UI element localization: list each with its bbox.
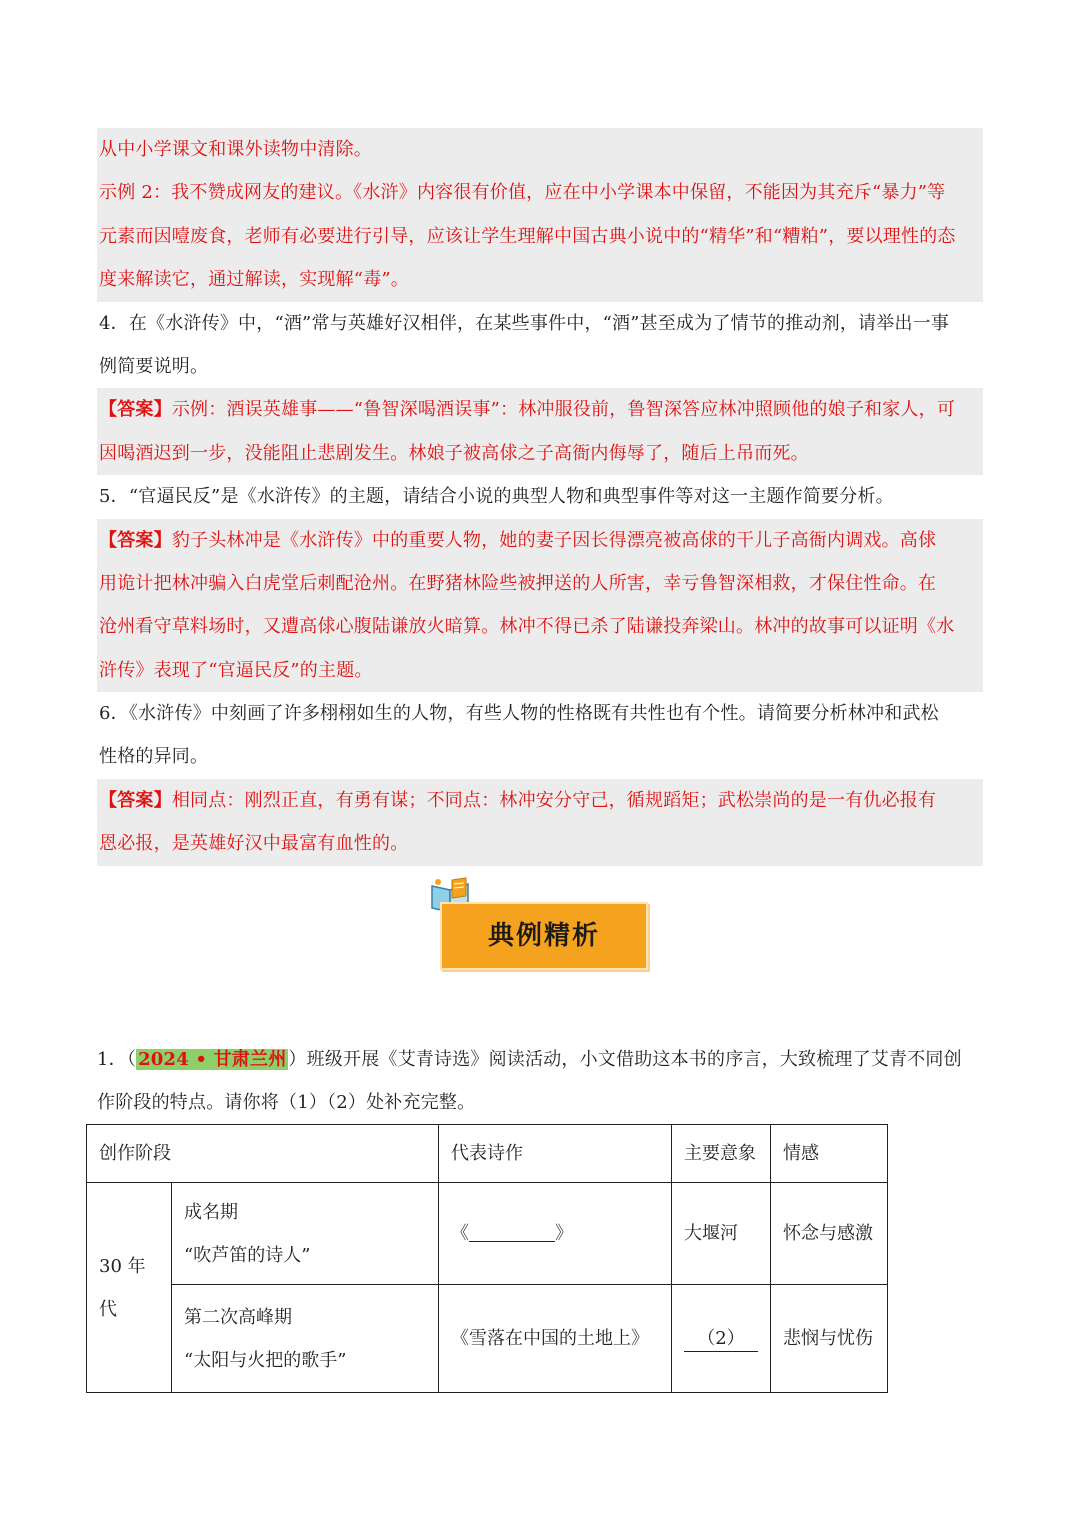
table-row xyxy=(87,1183,888,1285)
source-tag: 2024 • 甘肃兰州 xyxy=(138,1049,287,1070)
question-line: 5．“官逼民反”是《水浒传》的主题，请结合小说的典型人物和典型事件等对这一主题作简要分析。 xyxy=(99,486,894,508)
stage-cell xyxy=(172,1285,439,1393)
header-cell: 创作阶段 xyxy=(87,1125,439,1183)
question-5 xyxy=(97,475,983,518)
answer-line: 沧州看守草料场时，又遭高俅心腹陆谦放火暗算。林冲不得已杀了陆谦投奔梁山。林冲的故事可以证明《水 xyxy=(99,616,955,638)
answer-line xyxy=(97,779,983,822)
document-body xyxy=(97,128,983,866)
image-cell xyxy=(672,1285,771,1393)
answer-line: 恩必报，是英雄好汉中最富有血性的。 xyxy=(99,833,409,855)
question-line: 作阶段的特点。请你将（1）（2）处补充完整。 xyxy=(97,1092,476,1114)
question-line: 性格的异同。 xyxy=(99,746,209,768)
answer-tag: 【答案】 xyxy=(99,529,172,551)
question-line: 4．在《水浒传》中，“酒”常与英雄好汉相伴，在某些事件中，“酒”甚至成为了情节的推动剂，请举出一事 xyxy=(99,312,950,334)
example-question-1 xyxy=(97,1038,983,1125)
answer-5 xyxy=(97,519,983,693)
answer-line: 用诡计把林冲骗入白虎堂后刺配沧州。在野猪林险些被押送的人所害，幸亏鲁智深相救，才保住性命。在 xyxy=(99,572,937,594)
question-6 xyxy=(97,692,983,779)
blank-field-2[interactable]: （2） xyxy=(684,1327,758,1352)
answer-tag: 【答案】 xyxy=(99,789,172,811)
question-line xyxy=(97,1038,983,1081)
poem-bracket-right: 》 xyxy=(555,1223,573,1244)
banner-title: 典例精析 xyxy=(487,921,600,951)
emotion-cell: 怀念与感激 xyxy=(771,1183,888,1285)
answer-text: 相同点：刚烈正直，有勇有谋；不同点：林冲安分守己，循规蹈矩；武松崇尚的是一有仇必报有 xyxy=(171,789,937,811)
question-4 xyxy=(97,302,983,389)
question-line: 6．《水浒传》中刻画了许多栩栩如生的人物，有些人物的性格既有共性也有个性。请简要分析林冲和武松 xyxy=(99,703,939,725)
answer-line: 度来解读它，通过解读，实现解“毒”。 xyxy=(99,269,410,291)
table-header-row xyxy=(87,1125,888,1183)
stage-title: “太阳与火把的歌手” xyxy=(184,1349,347,1371)
section-banner xyxy=(428,876,658,970)
emotion-cell: 悲悯与忧伤 xyxy=(771,1285,888,1393)
poem-cell: 《雪落在中国的土地上》 xyxy=(439,1285,672,1393)
table-row xyxy=(87,1285,888,1393)
answer-line: 因喝酒迟到一步，没能阻止悲剧发生。林娘子被高俅之子高衙内侮辱了，随后上吊而死。 xyxy=(99,442,809,464)
poem-cell xyxy=(439,1183,672,1285)
answer-text: 示例：酒误英雄事——“鲁智深喝酒误事”：林冲服役前，鲁智深答应林冲照顾他的娘子和家人，可 xyxy=(171,399,956,421)
blank-field-1[interactable] xyxy=(469,1221,555,1242)
stage-name: 第二次高峰期 xyxy=(184,1306,292,1328)
question-line: 例简要说明。 xyxy=(99,355,209,377)
image-cell: 大堰河 xyxy=(672,1183,771,1285)
previous-answer-block xyxy=(97,128,983,302)
answer-4 xyxy=(97,388,983,475)
header-cell: 主要意象 xyxy=(672,1125,771,1183)
answer-text: 豹子头林冲是《水浒传》中的重要人物，她的妻子因长得漂亮被高俅的干儿子高衙内调戏。高俅 xyxy=(171,529,937,551)
header-cell: 情感 xyxy=(771,1125,888,1183)
question-text: ）班级开展《艾青诗选》阅读活动，小文借助这本书的序言，大致梳理了艾青不同创 xyxy=(288,1049,962,1070)
poem-bracket-left: 《 xyxy=(451,1223,469,1244)
poetry-stage-table xyxy=(86,1124,888,1393)
era-cell: 30 年代 xyxy=(87,1183,172,1393)
answer-line xyxy=(97,519,983,562)
stage-cell xyxy=(172,1183,439,1285)
stage-name: 成名期 xyxy=(184,1201,238,1223)
answer-line: 示例 2：我不赞成网友的建议。《水浒》内容很有价值，应在中小学课本中保留，不能因为其充斥“暴力”等 xyxy=(99,182,946,204)
answer-tag: 【答案】 xyxy=(99,399,172,421)
answer-line: 从中小学课文和课外读物中清除。 xyxy=(99,139,372,160)
answer-line: 元素而因噎废食，老师有必要进行引导，应该让学生理解中国古典小说中的“精华”和“糟粕”，要以理性的态 xyxy=(99,225,956,247)
answer-6 xyxy=(97,779,983,866)
banner-box xyxy=(440,902,648,970)
answer-line: 浒传》表现了“官逼民反”的主题。 xyxy=(99,659,373,681)
stage-title: “吹芦笛的诗人” xyxy=(184,1244,311,1266)
question-number: 1．（ xyxy=(97,1049,137,1070)
answer-line xyxy=(97,388,983,431)
header-cell: 代表诗作 xyxy=(439,1125,672,1183)
